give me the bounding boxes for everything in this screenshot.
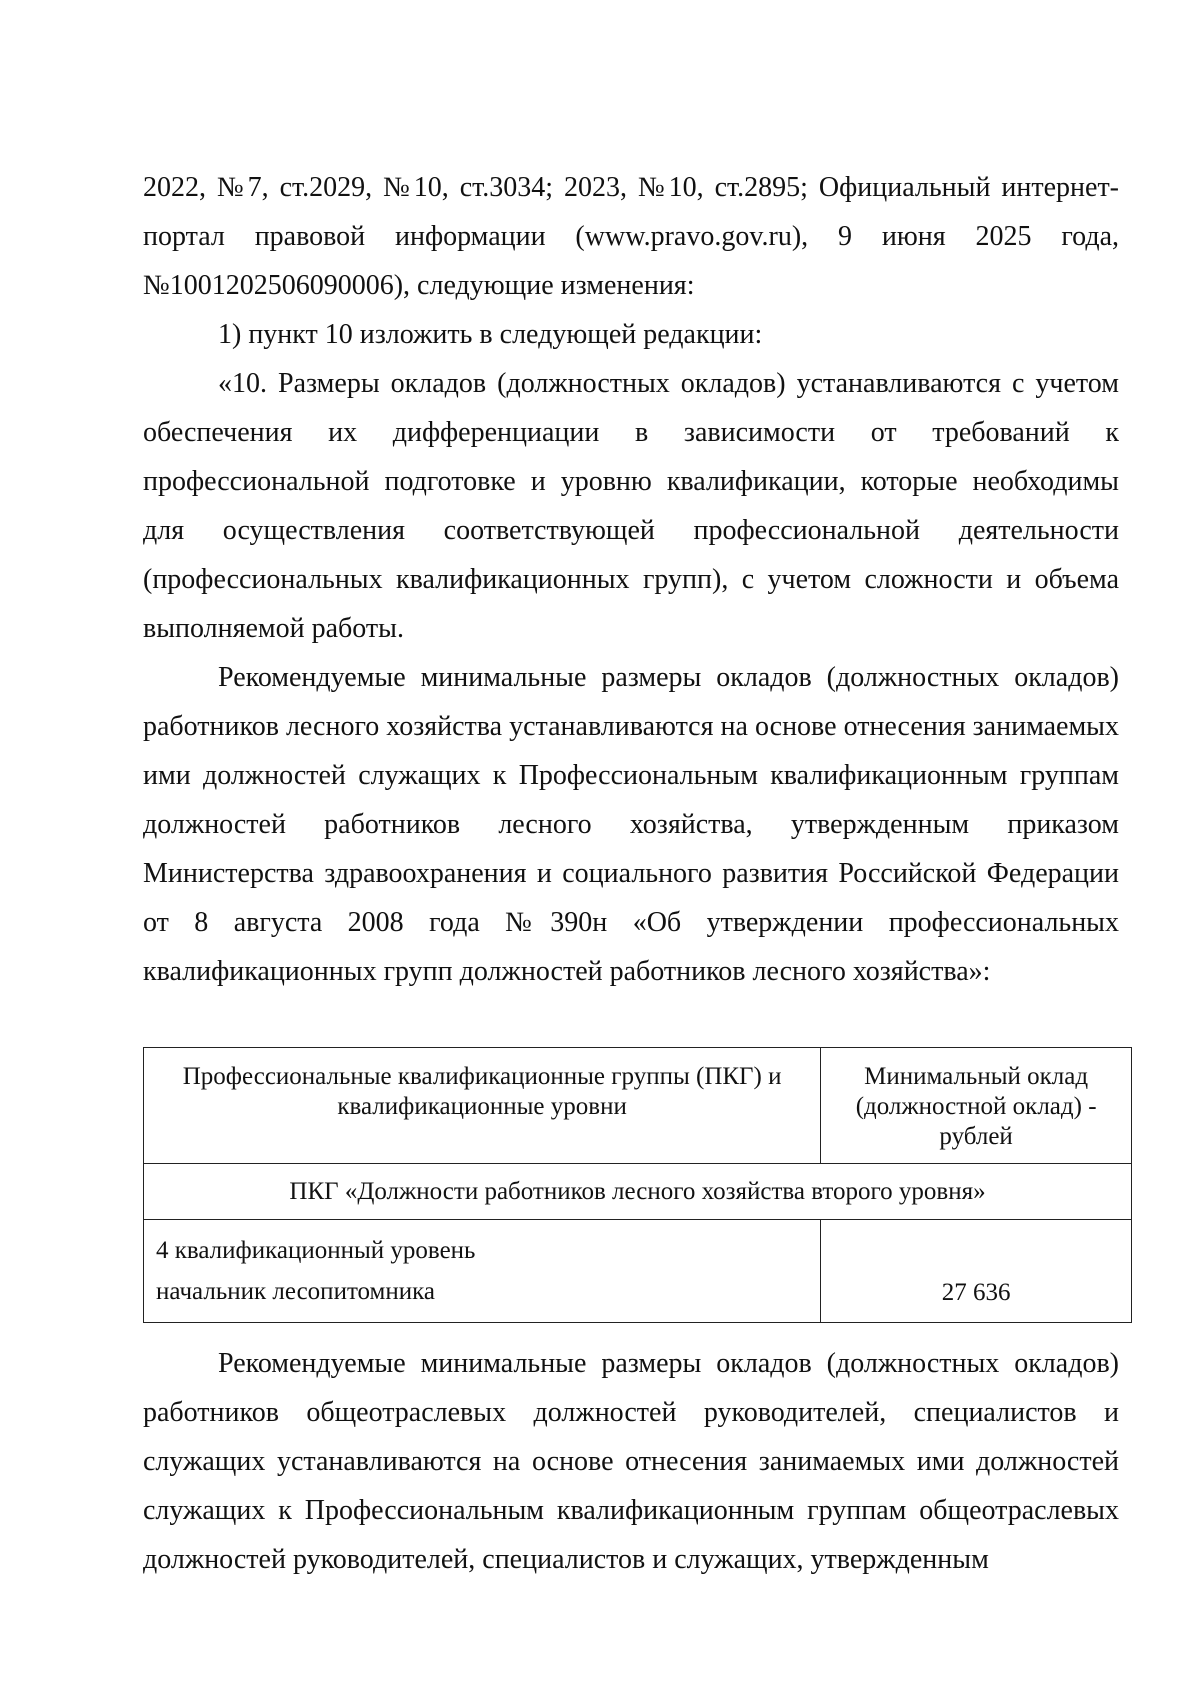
salary-table (143, 1047, 1132, 1323)
intro-paragraph-continuation: 2022, №7, ст.2029, №10, ст.3034; 2023, №10, ст.2895; Официальный интернет-портал правовой информации (www.pravo.gov.ru), 9 июня 2025 года, №1001202506090006), следующие изменения: (143, 172, 1119, 301)
position-name: начальник лесопитомника (156, 1278, 436, 1305)
header-groups-cell: Профессиональные квалификационные группы (ПКГ) и квалификационные уровни (144, 1048, 821, 1164)
qualification-level: 4 квалификационный уровень (156, 1237, 476, 1264)
table-header-row (144, 1048, 1132, 1164)
table-group-row (144, 1164, 1132, 1220)
table-row (144, 1220, 1132, 1323)
intro-text (143, 163, 1119, 996)
item-1-paragraph: 1) пункт 10 изложить в следующей редакции: (218, 319, 763, 350)
salary-cell: 27 636 (821, 1220, 1132, 1323)
forestry-paragraph: Рекомендуемые минимальные размеры окладов (должностных окладов) работников лесного хозяйства устанавливаются на основе отнесения занимаемых ими должностей служащих к Профессиональным квалификационным группам должностей работников лесного хозяйства, утвержденным приказом Министерства здравоохранения и социального развития Российской Федерации от 8 августа 2008 года №390н «Об утверждении профессиональных квалификационных групп должностей работников лесного хозяйства»: (143, 662, 1119, 987)
header-salary-cell: Минимальный оклад (должностной оклад) - рублей (821, 1048, 1132, 1164)
general-positions-paragraph: Рекомендуемые минимальные размеры окладов (должностных окладов) работников общеотраслевых должностей руководителей, специалистов и служащих устанавливаются на основе отнесения занимаемых ими должностей служащих к Профессиональным квалификационным группам общеотраслевых должностей руководителей, специалистов и служащих, утвержденным (143, 1348, 1119, 1575)
level-cell (144, 1220, 821, 1323)
group-title-cell: ПКГ «Должности работников лесного хозяйства второго уровня» (144, 1164, 1132, 1220)
point-10-paragraph: «10. Размеры окладов (должностных окладов) устанавливаются с учетом обеспечения их дифференциации в зависимости от требований к профессиональной подготовке и уровню квалификации, которые необходимы для осуществления соответствующей профессиональной деятельности (профессиональных квалификационных групп), с учетом сложности и объема выполняемой работы. (143, 368, 1119, 644)
closing-text (143, 1339, 1119, 1584)
